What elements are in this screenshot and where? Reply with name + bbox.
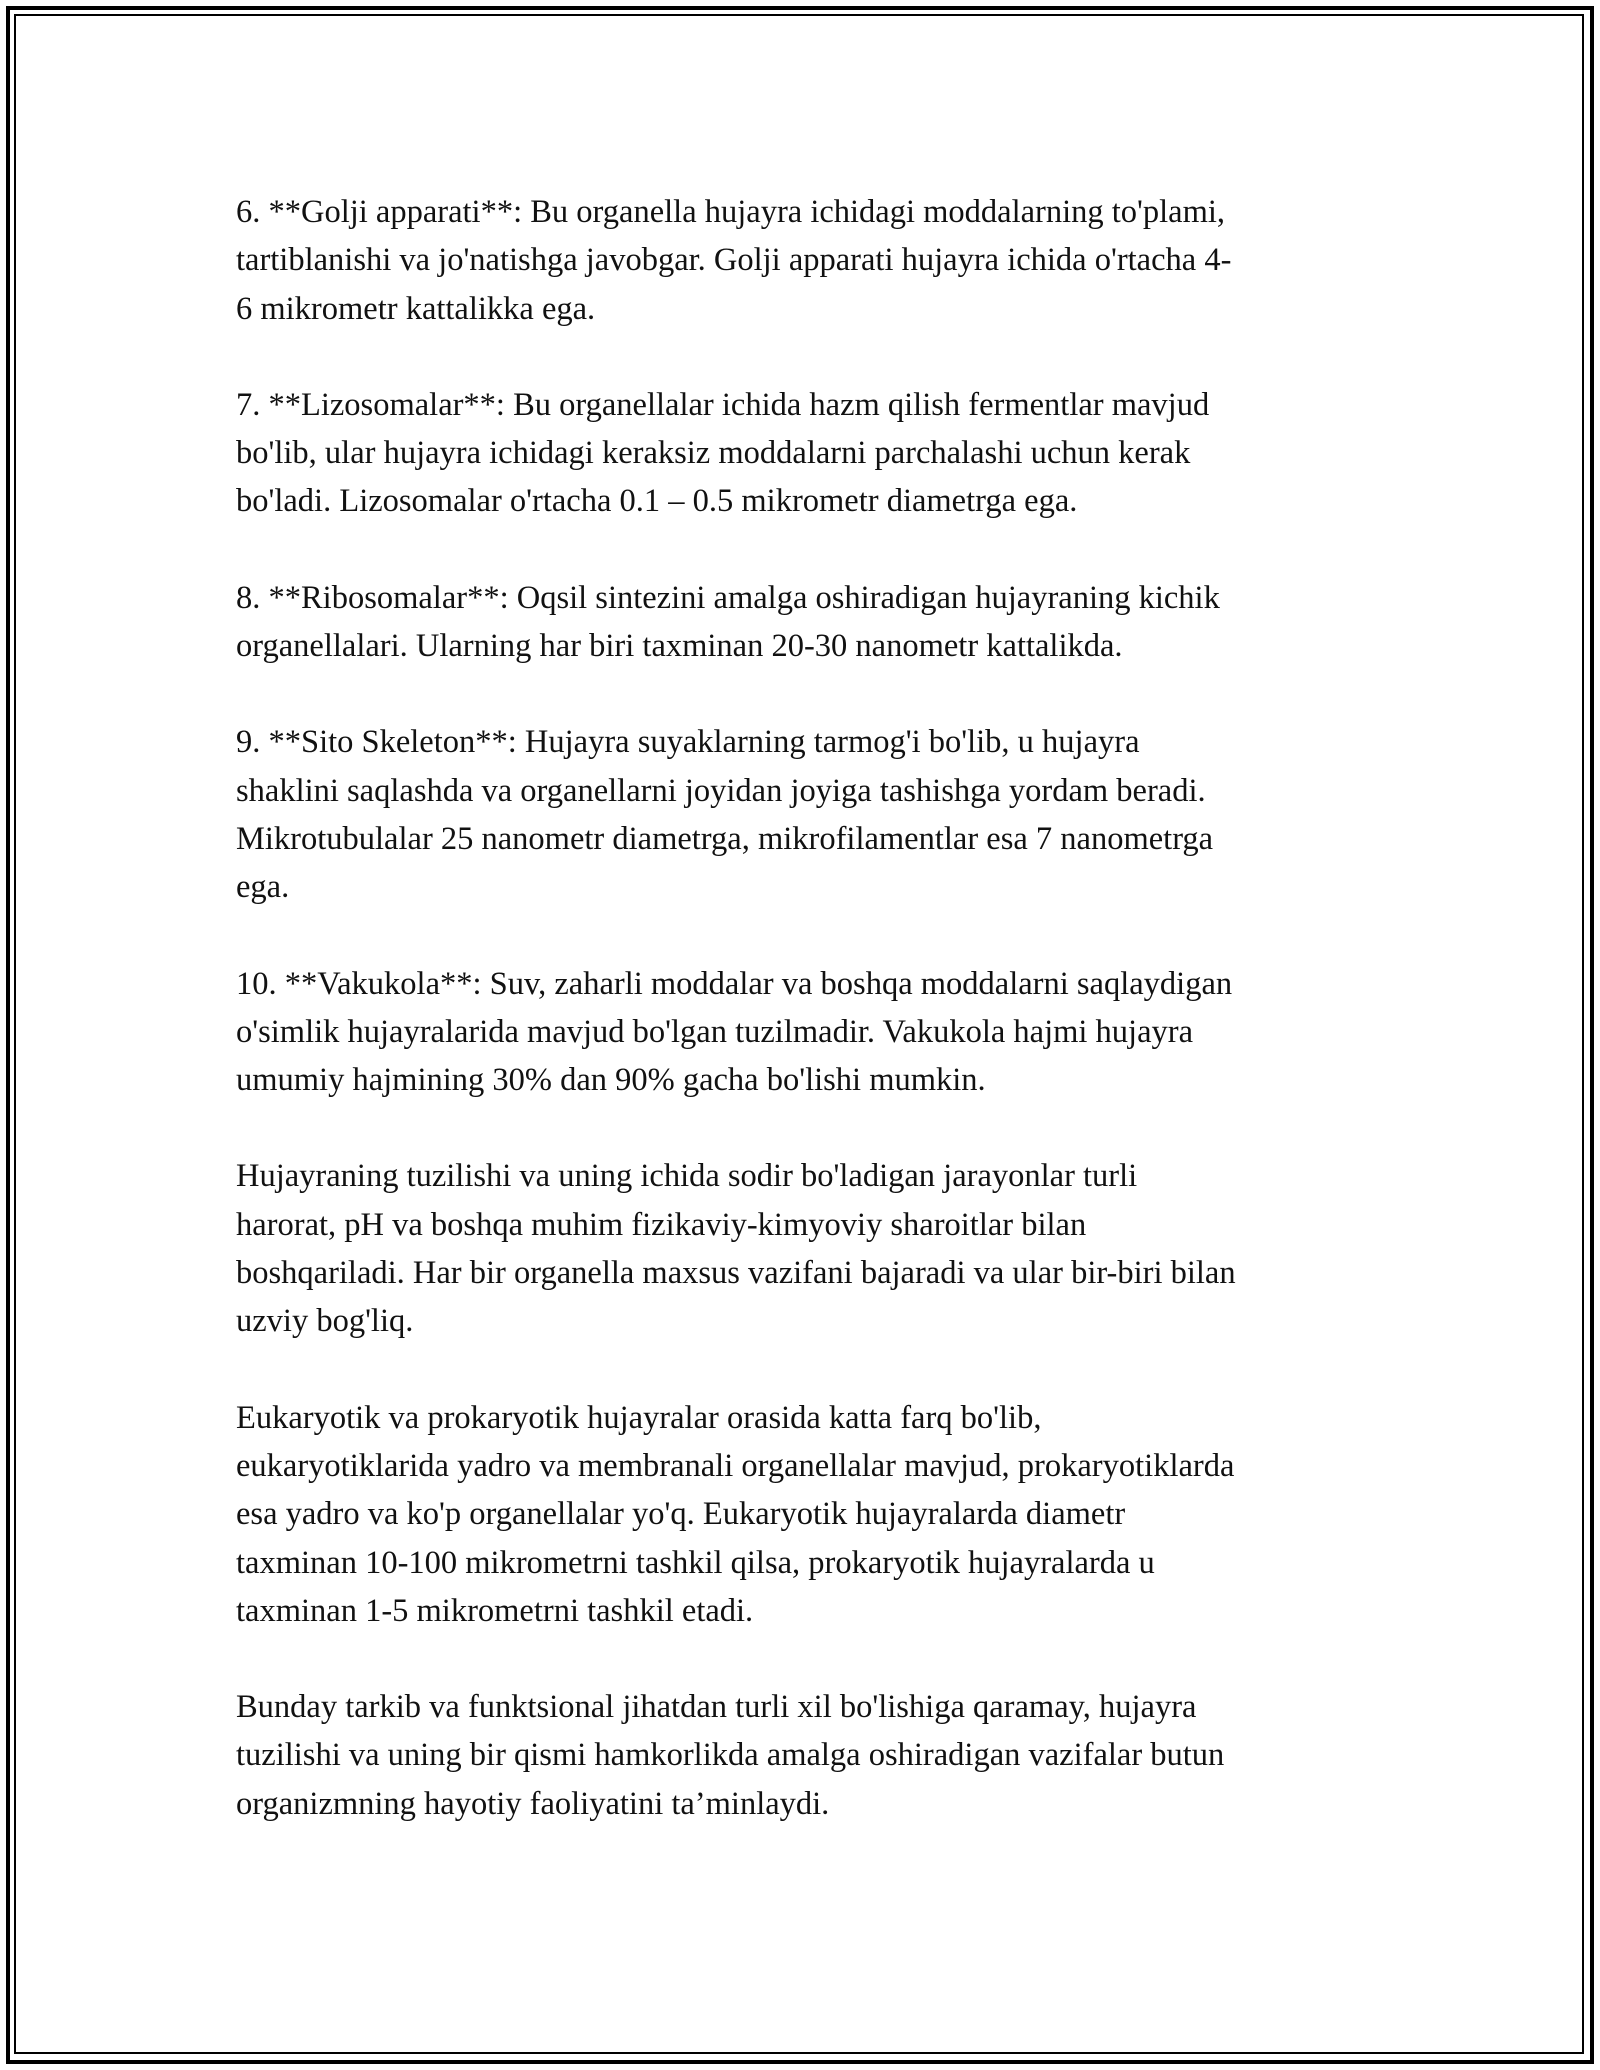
- paragraph-ribosomalar: [236, 574, 1376, 671]
- text-line: ega.: [236, 869, 290, 906]
- text-line: uzviy bog'liq.: [236, 1303, 414, 1340]
- text-line: tuzilishi va uning bir qismi hamkorlikda amalga oshiradigan vazifalar butun: [236, 1737, 1225, 1774]
- text-line: boshqariladi. Har bir organella maxsus vazifani bajaradi va ular bir-biri bilan: [236, 1255, 1236, 1292]
- text-line: shaklini saqlashda va organellarni joyidan joyiga tashishga yordam beradi.: [236, 772, 1206, 809]
- text-line: organellalari. Ularning har biri taxminan 20-30 nanometr kattalikda.: [236, 628, 1123, 665]
- text-line: Hujayraning tuzilishi va uning ichida sodir bo'ladigan jarayonlar turli: [236, 1158, 1138, 1195]
- text-line: 6 mikrometr kattalikka ega.: [236, 290, 596, 327]
- text-line: Bunday tarkib va funktsional jihatdan turli xil bo'lishiga qaramay, hujayra: [236, 1689, 1197, 1726]
- text-line: umumiy hajmining 30% dan 90% gacha bo'lishi mumkin.: [236, 1062, 986, 1099]
- paragraph-golji: [236, 188, 1376, 333]
- paragraph-lizosomalar: [236, 381, 1376, 526]
- text-line: 9. **Sito Skeleton**: Hujayra suyaklarning tarmog'i bo'lib, u hujayra: [236, 724, 1140, 761]
- text-line: Mikrotubulalar 25 nanometr diametrga, mikrofilamentlar esa 7 nanometrga: [236, 820, 1214, 857]
- text-line: bo'ladi. Lizosomalar o'rtacha 0.1 – 0.5 mikrometr diametrga ega.: [236, 483, 1078, 520]
- text-line: 8. **Ribosomalar**: Oqsil sintezini amalga oshiradigan hujayraning kichik: [236, 579, 1220, 616]
- text-line: Eukaryotik va prokaryotik hujayralar orasida katta farq bo'lib,: [236, 1399, 1042, 1436]
- paragraph-tuzilishi: [236, 1152, 1376, 1345]
- paragraph-bunday: [236, 1683, 1376, 1828]
- text-line: o'simlik hujayralarida mavjud bo'lgan tuzilmadir. Vakukola hajmi hujayra: [236, 1013, 1194, 1050]
- text-line: taxminan 1-5 mikrometrni tashkil etadi.: [236, 1592, 754, 1629]
- text-line: taxminan 10-100 mikrometrni tashkil qilsa, prokaryotik hujayralarda u: [236, 1544, 1155, 1581]
- paragraph-vakukola: [236, 960, 1376, 1105]
- text-line: harorat, pH va boshqa muhim fizikaviy-kimyoviy sharoitlar bilan: [236, 1206, 1087, 1243]
- text-line: esa yadro va ko'p organellalar yo'q. Eukaryotik hujayralarda diametr: [236, 1496, 1126, 1533]
- text-line: 7. **Lizosomalar**: Bu organellalar ichida hazm qilish fermentlar mavjud: [236, 386, 1210, 423]
- text-line: organizmning hayotiy faoliyatini ta’minlaydi.: [236, 1785, 830, 1822]
- text-line: tartiblanishi va jo'natishga javobgar. Golji apparati hujayra ichida o'rtacha 4-: [236, 242, 1232, 279]
- text-line: eukaryotiklarida yadro va membranali organellalar mavjud, prokaryotiklarda: [236, 1447, 1235, 1484]
- paragraph-eukaryotik: [236, 1394, 1376, 1635]
- text-line: bo'lib, ular hujayra ichidagi keraksiz moddalarni parchalashi uchun kerak: [236, 435, 1191, 472]
- paragraph-sito-skeleton: [236, 718, 1376, 911]
- text-line: 6. **Golji apparati**: Bu organella hujayra ichidagi moddalarning to'plami,: [236, 194, 1226, 230]
- document-body: [236, 188, 1376, 1828]
- text-line: 10. **Vakukola**: Suv, zaharli moddalar va boshqa moddalarni saqlaydigan: [236, 965, 1233, 1002]
